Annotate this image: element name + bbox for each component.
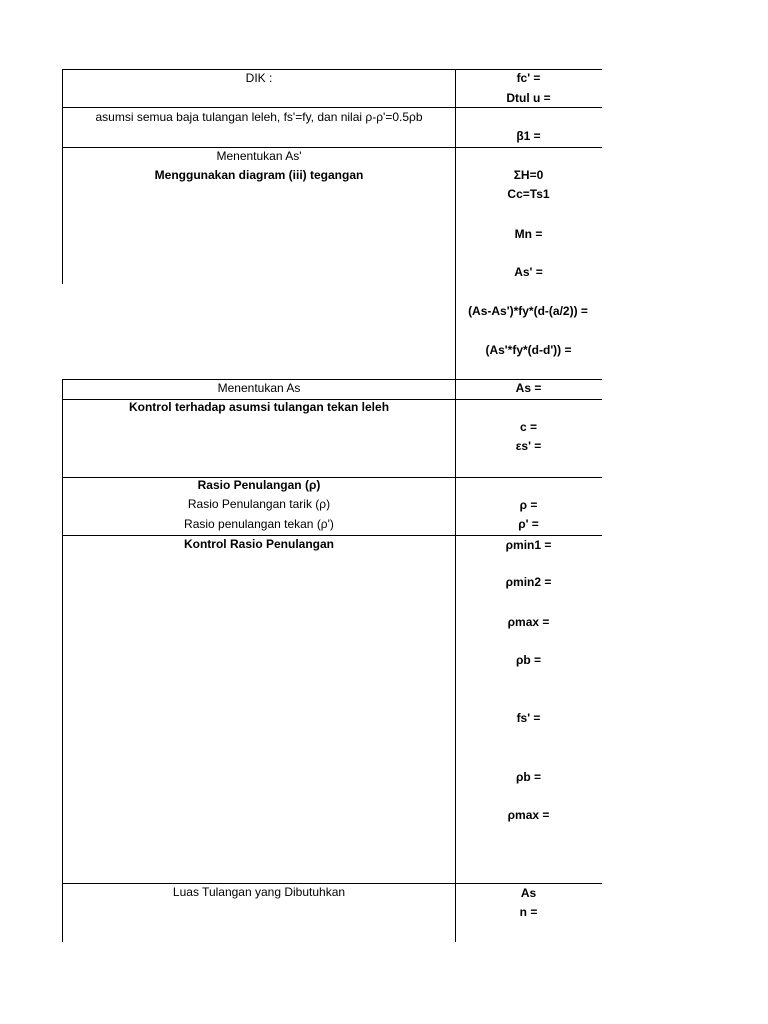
area-as-label: As [520,886,537,900]
rule-dik-assumption [62,107,602,108]
rho-label: ρ = [519,498,538,512]
ratio-compression: Rasio penulangan tekan (ρ') [184,517,334,531]
as-prime-subtitle: Menggunakan diagram (iii) tegangan [154,168,364,182]
dik-label: DIK : [245,71,273,85]
as-prime-title: Menentukan As' [216,149,302,163]
ratio-tension: Rasio Penulangan tarik (ρ) [187,497,331,511]
rb-label: ρb = [515,653,542,667]
rmax-label: ρmax = [507,615,550,629]
ratio-control-title: Kontrol Rasio Penulangan [183,537,334,551]
rmin1-label: ρmin1 = [505,538,552,552]
rho-prime-label: ρ' = [518,517,539,531]
as-label: As = [515,381,542,395]
sum-h-label: ΣH=0 [513,168,544,182]
formula-1: (As-As')*fy*(d-(a/2)) = [468,304,588,318]
formula-2: (As'*fy*(d-d')) = [485,343,572,357]
n-label: n = [519,905,538,919]
rmax2-label: ρmax = [507,808,550,822]
assumption-text: asumsi semua baja tulangan leleh, fs'=fy, dan nilai ρ-ρ'=0.5ρb [95,110,423,124]
dtul-label: Dtul u = [506,91,551,105]
area-title: Luas Tulangan yang Dibutuhkan [172,885,346,899]
rule-left-edge-2 [62,379,63,942]
fs-label: fs' = [516,711,541,725]
ratio-title: Rasio Penulangan (ρ) [197,478,321,492]
beta1-label: β1 = [516,129,541,143]
eps-label: εs' = [515,439,542,453]
c-label: c = [519,420,537,434]
rb2-label: ρb = [515,770,542,784]
rmin2-label: ρmin2 = [505,575,552,589]
as-title: Menentukan As [217,381,301,395]
as-prime-label: As' = [514,265,543,279]
mn-label: Mn = [514,227,543,241]
control-title: Kontrol terhadap asumsi tulangan tekan leleh [128,400,390,414]
fc-label: fc' = [516,71,541,85]
cc-ts-label: Cc=Ts1 [507,187,550,201]
